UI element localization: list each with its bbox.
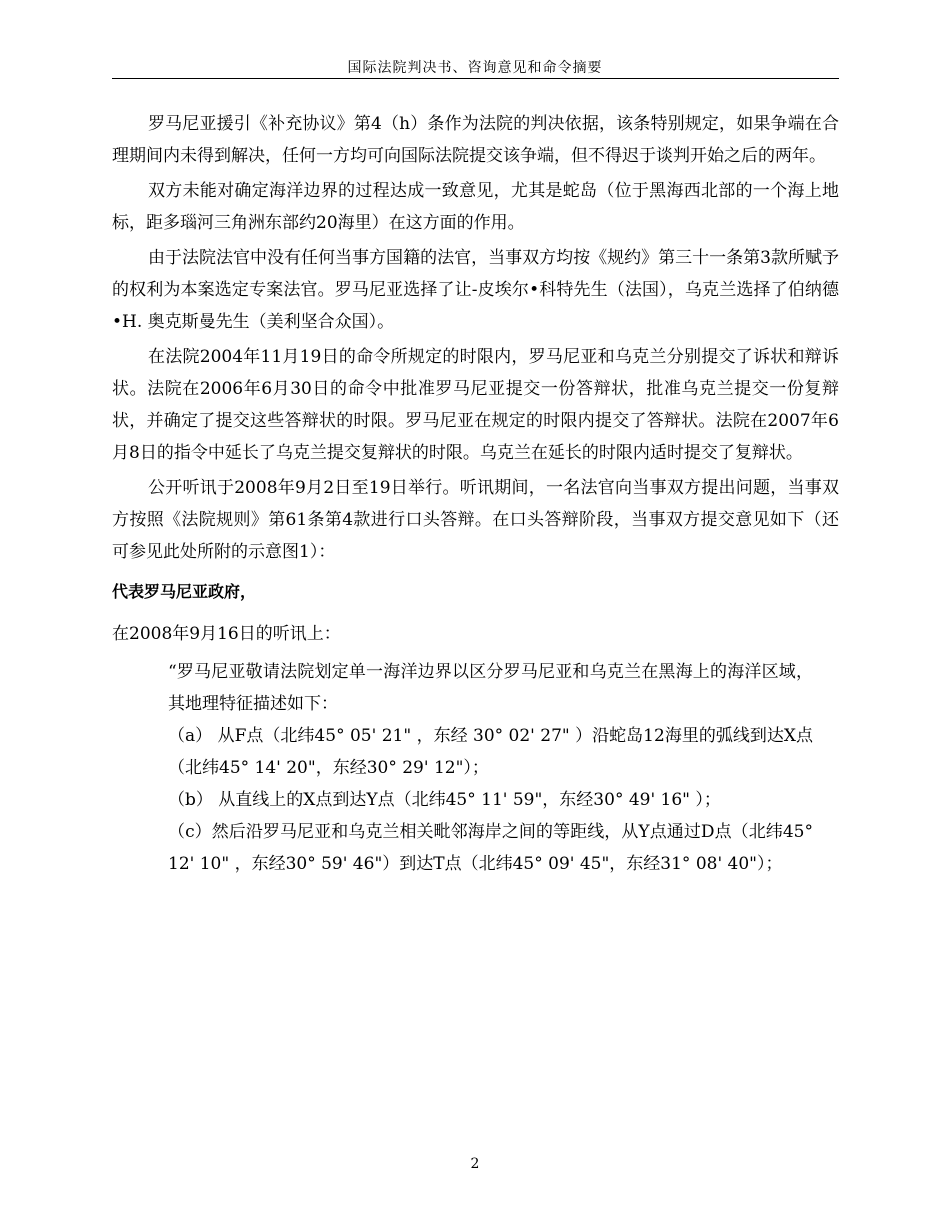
quote-item-b: （b） 从直线上的X点到达Y点（北纬45° 11' 59"，东经30° 49' 16" ）；	[168, 790, 721, 810]
page-number: 2	[470, 1156, 480, 1172]
header-rule	[112, 78, 839, 79]
quote-intro: “罗马尼亚敬请法院划定单一海洋边界以区分罗马尼亚和乌克兰在黑海上的海洋区域，其地理特征描述如下：	[168, 662, 813, 714]
paragraph: 罗马尼亚援引《补充协议》第4（h）条作为法院的判决依据，该条特别规定，如果争端在合理期间内未得到解决，任何一方均可向国际法院提交该争端，但不得迟于谈判开始之后的两年。	[112, 114, 839, 166]
paragraph: 由于法院法官中没有任何当事方国籍的法官，当事双方均按《规约》第三十一条第3款所赋予的权利为本案选定专案法官。罗马尼亚选择了让-皮埃尔•科特先生（法国），乌克兰选择了伯纳德•H. 奥克斯曼先生（美利坚合众国）。	[112, 248, 839, 332]
submission-quote	[168, 656, 813, 880]
quote-item-a: （a） 从F点（北纬45° 05' 21" ，东经 30° 02' 27" ）沿蛇岛12海里的弧线到达X点 （北纬45° 14' 20"，东经30° 29' 12"）；	[168, 726, 813, 778]
paragraph: 在法院2004年11月19日的命令所规定的时限内，罗马尼亚和乌克兰分别提交了诉状和辩诉状。法院在2006年6月30日的命令中批准罗马尼亚提交一份答辩状，批准乌克兰提交一份复辩状，并确定了提交这些答辩状的时限。罗马尼亚在规定的时限内提交了答辩状。法院在2007年6月8日的指令中延长了乌克兰提交复辩状的时限。乌克兰在延长的时限内适时提交了复辩状。	[112, 347, 839, 463]
document-body	[112, 108, 839, 880]
quote-item-c: （c）然后沿罗马尼亚和乌克兰相关毗邻海岸之间的等距线，从Y点通过D点（北纬45° 12' 10" ，东经30° 59' 46"）到达T点（北纬45° 09' 45"，东经31° 08' 40"）；	[168, 822, 813, 874]
hearing-date-line: 在2008年9月16日的听讯上：	[112, 624, 341, 644]
paragraph: 双方未能对确定海洋边界的过程达成一致意见，尤其是蛇岛（位于黑海西北部的一个海上地标，距多瑙河三角洲东部约20海里）在这方面的作用。	[112, 181, 839, 233]
section-heading: 代表罗马尼亚政府，	[112, 582, 257, 601]
running-header: 国际法院判决书、咨询意见和命令摘要	[347, 60, 603, 76]
paragraph: 公开听讯于2008年9月2日至19日举行。听讯期间，一名法官向当事双方提出问题，当事双方按照《法院规则》第61条第4款进行口头答辩。在口头答辩阶段，当事双方提交意见如下（还可参见此处所附的示意图1）：	[112, 478, 839, 562]
